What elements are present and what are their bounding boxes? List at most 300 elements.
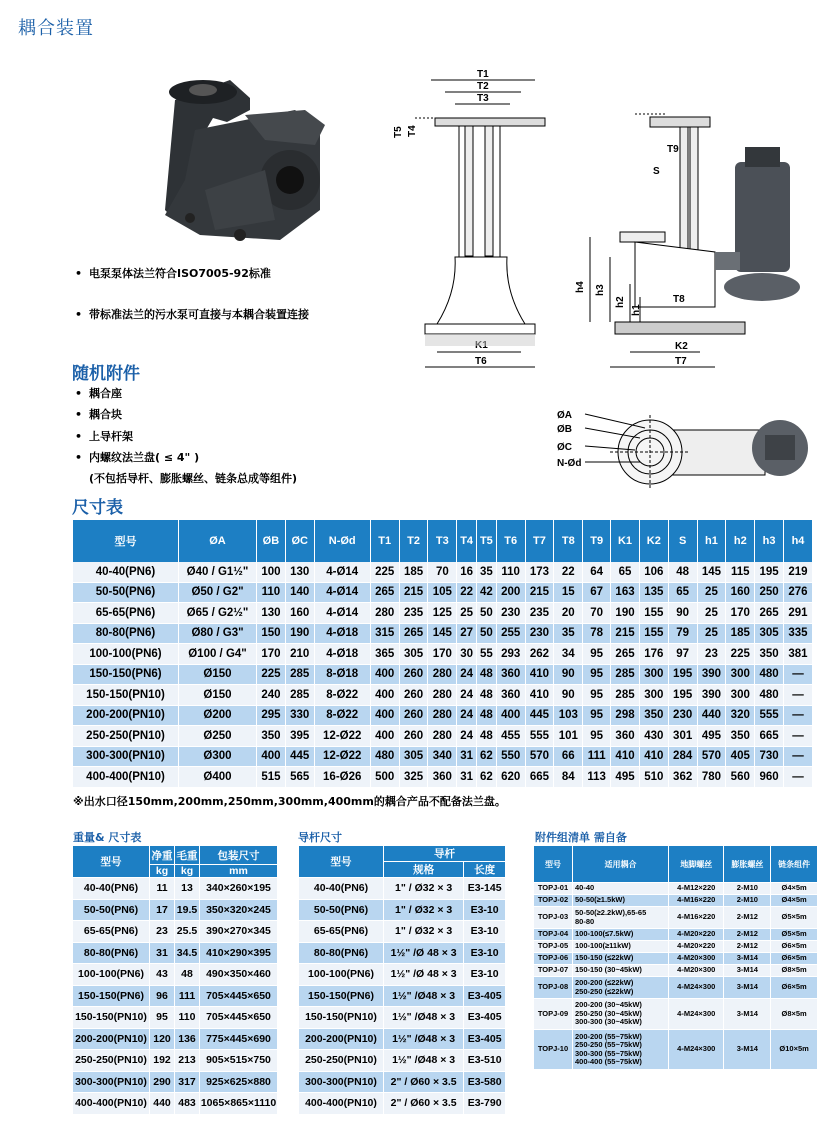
dimension-header-cell: T5 xyxy=(477,520,497,562)
value-cell: 8-Ø22 xyxy=(314,705,370,726)
value-cell: 240 xyxy=(257,685,286,706)
acc-header-cell: 适用耦合 xyxy=(573,846,669,883)
dimension-header-cell: T3 xyxy=(428,520,457,562)
svg-text:T9: T9 xyxy=(667,144,679,155)
svg-text:h3: h3 xyxy=(595,284,606,296)
value-cell: 2-M10 xyxy=(724,883,771,895)
value-cell: 4-M24×300 xyxy=(669,1030,724,1070)
value-cell: 34.5 xyxy=(175,942,200,964)
flange-top-view xyxy=(555,400,825,500)
value-cell: 410 xyxy=(639,746,668,767)
table-row xyxy=(534,907,818,929)
value-cell: Ø4×5m xyxy=(771,895,818,907)
value-cell: 195 xyxy=(755,562,784,582)
value-cell: 90 xyxy=(554,685,583,706)
value-cell: 65 xyxy=(668,582,697,603)
model-cell: 150-150(PN6) xyxy=(73,985,150,1007)
value-cell: 150-150 (≤22kW) xyxy=(573,953,669,965)
value-cell: 400 xyxy=(370,726,399,747)
table-row xyxy=(73,985,278,1007)
model-cell: 200-200(PN10) xyxy=(299,1028,384,1050)
value-cell: 170 xyxy=(428,644,457,665)
value-cell: 4-Ø14 xyxy=(314,562,370,582)
value-cell: 255 xyxy=(496,623,525,644)
value-cell: 515 xyxy=(257,767,286,788)
value-cell: 4-Ø14 xyxy=(314,603,370,624)
value-cell: 2" / Ø60 × 3.5 xyxy=(384,1093,464,1115)
table-row xyxy=(73,726,813,747)
value-cell: 64 xyxy=(583,562,611,582)
value-cell: 23 xyxy=(697,644,726,665)
value-cell: 295 xyxy=(257,705,286,726)
value-cell: 35 xyxy=(554,623,583,644)
value-cell: 325 xyxy=(399,767,428,788)
model-cell: TOPJ-05 xyxy=(534,941,573,953)
value-cell: 62 xyxy=(477,746,497,767)
value-cell: E3-405 xyxy=(464,985,506,1007)
value-cell: 24 xyxy=(457,685,477,706)
table-row xyxy=(534,895,818,907)
value-cell: 20 xyxy=(554,603,583,624)
value-cell: 360 xyxy=(496,664,525,685)
table-row xyxy=(73,1028,278,1050)
value-cell: 140 xyxy=(285,582,314,603)
value-cell: 400 xyxy=(370,664,399,685)
value-cell: 365 xyxy=(370,644,399,665)
value-cell: 42 xyxy=(477,582,497,603)
value-cell: 480 xyxy=(755,664,784,685)
value-cell: 62 xyxy=(477,767,497,788)
value-cell: 215 xyxy=(399,582,428,603)
value-cell: 160 xyxy=(726,582,755,603)
table-row xyxy=(534,965,818,977)
value-cell: 381 xyxy=(783,644,812,665)
value-cell: 3-M14 xyxy=(724,999,771,1030)
value-cell: 480 xyxy=(755,685,784,706)
value-cell: 95 xyxy=(583,685,611,706)
value-cell: 455 xyxy=(496,726,525,747)
value-cell: 335 xyxy=(783,623,812,644)
value-cell: 150 xyxy=(257,623,286,644)
dimension-diagram xyxy=(395,62,825,392)
model-cell: 40-40(PN6) xyxy=(73,562,179,582)
model-cell: 80-80(PN6) xyxy=(73,942,150,964)
value-cell: 620 xyxy=(496,767,525,788)
value-cell: 130 xyxy=(257,603,286,624)
value-cell: 317 xyxy=(175,1071,200,1093)
model-cell: 300-300(PN10) xyxy=(73,1071,150,1093)
value-cell: 90 xyxy=(554,664,583,685)
value-cell: 555 xyxy=(525,726,554,747)
svg-text:K2: K2 xyxy=(675,341,688,352)
value-cell: 300 xyxy=(726,664,755,685)
model-cell: TOPJ-08 xyxy=(534,977,573,999)
value-cell: Ø6×5m xyxy=(771,977,818,999)
value-cell: 215 xyxy=(525,582,554,603)
table-row xyxy=(73,644,813,665)
value-cell: 390×270×345 xyxy=(200,921,278,943)
dimension-table xyxy=(73,520,813,788)
value-cell: 350 xyxy=(257,726,286,747)
dimension-header-cell: T4 xyxy=(457,520,477,562)
value-cell: 1½" /Ø48 × 3 xyxy=(384,1050,464,1072)
table-row xyxy=(73,603,813,624)
table-row xyxy=(73,899,278,921)
table-row xyxy=(534,999,818,1030)
model-cell: 400-400(PN10) xyxy=(73,1093,150,1115)
table-row xyxy=(73,921,278,943)
dimension-header-cell: ØC xyxy=(285,520,314,562)
value-cell: 13 xyxy=(175,878,200,900)
value-cell: 31 xyxy=(457,746,477,767)
value-cell: 16-Ø26 xyxy=(314,767,370,788)
value-cell: 111 xyxy=(175,985,200,1007)
value-cell: 340×260×195 xyxy=(200,878,278,900)
value-cell: 280 xyxy=(428,664,457,685)
table-row xyxy=(299,899,506,921)
weight-unit: kg xyxy=(175,865,200,878)
value-cell: 4-M24×300 xyxy=(669,977,724,999)
value-cell: 350 xyxy=(755,644,784,665)
value-cell: 97 xyxy=(668,644,697,665)
model-cell: 200-200(PN10) xyxy=(73,1028,150,1050)
value-cell: 4-M20×300 xyxy=(669,965,724,977)
value-cell: 315 xyxy=(370,623,399,644)
value-cell: 79 xyxy=(668,623,697,644)
model-cell: 100-100(PN6) xyxy=(299,964,384,986)
value-cell: 160 xyxy=(285,603,314,624)
value-cell: 293 xyxy=(496,644,525,665)
weight-unit: kg xyxy=(150,865,175,878)
value-cell: 48 xyxy=(175,964,200,986)
value-cell: 15 xyxy=(554,582,583,603)
value-cell: 665 xyxy=(525,767,554,788)
feature-item: • 带标准法兰的污水泵可直接与本耦合装置连接 xyxy=(75,308,309,321)
model-cell: TOPJ-03 xyxy=(534,907,573,929)
value-cell: 110 xyxy=(175,1007,200,1029)
model-cell: 200-200(PN10) xyxy=(73,705,179,726)
guide-header-model: 型号 xyxy=(299,846,384,878)
value-cell: 163 xyxy=(611,582,640,603)
table-row xyxy=(299,1028,506,1050)
value-cell: 35 xyxy=(477,562,497,582)
value-cell: Ø40 / G1½" xyxy=(179,562,257,582)
model-cell: 65-65(PN6) xyxy=(73,603,179,624)
guide-table-title: 导杆尺寸 xyxy=(298,831,342,844)
value-cell: 48 xyxy=(477,705,497,726)
value-cell: 12-Ø22 xyxy=(314,746,370,767)
value-cell: 213 xyxy=(175,1050,200,1072)
value-cell: 170 xyxy=(726,603,755,624)
value-cell: 225 xyxy=(726,644,755,665)
value-cell: 495 xyxy=(697,726,726,747)
value-cell: Ø50 / G2" xyxy=(179,582,257,603)
value-cell: 276 xyxy=(783,582,812,603)
value-cell: 3-M14 xyxy=(724,953,771,965)
accessory-item: • 内螺纹法兰盘( ≤ 4" ) xyxy=(75,451,200,464)
acc-table-title: 附件组清单 需自备 xyxy=(535,831,627,844)
value-cell: 400 xyxy=(496,705,525,726)
model-cell: 300-300(PN10) xyxy=(299,1071,384,1093)
value-cell: E3-405 xyxy=(464,1007,506,1029)
value-cell: 3-M14 xyxy=(724,977,771,999)
table-row xyxy=(299,1050,506,1072)
dimension-header-cell: h1 xyxy=(697,520,726,562)
value-cell: 225 xyxy=(370,562,399,582)
value-cell: 225 xyxy=(257,664,286,685)
value-cell: E3-10 xyxy=(464,964,506,986)
value-cell: Ø5×5m xyxy=(771,907,818,929)
value-cell: 24 xyxy=(457,726,477,747)
value-cell: Ø150 xyxy=(179,685,257,706)
table-row xyxy=(73,685,813,706)
value-cell: 300 xyxy=(639,664,668,685)
value-cell: 190 xyxy=(611,603,640,624)
dimension-header-cell: N-Ød xyxy=(314,520,370,562)
dimension-header-cell: h4 xyxy=(783,520,812,562)
value-cell: 265 xyxy=(611,644,640,665)
dimension-header-cell: h3 xyxy=(755,520,784,562)
table-row xyxy=(73,1007,278,1029)
value-cell: 25.5 xyxy=(175,921,200,943)
value-cell: 96 xyxy=(150,985,175,1007)
value-cell: Ø5×5m xyxy=(771,929,818,941)
value-cell: 360 xyxy=(611,726,640,747)
value-cell: 8-Ø18 xyxy=(314,664,370,685)
table-row xyxy=(299,985,506,1007)
svg-text:h1: h1 xyxy=(631,304,642,316)
value-cell: 78 xyxy=(583,623,611,644)
table-row xyxy=(534,1030,818,1070)
value-cell: 560 xyxy=(726,767,755,788)
value-cell: 25 xyxy=(697,582,726,603)
value-cell: 780 xyxy=(697,767,726,788)
model-cell: TOPJ-10 xyxy=(534,1030,573,1070)
value-cell: 265 xyxy=(755,603,784,624)
dimension-table-header xyxy=(73,520,813,562)
value-cell: 170 xyxy=(257,644,286,665)
value-cell: 25 xyxy=(697,603,726,624)
value-cell: 565 xyxy=(285,767,314,788)
value-cell: 25 xyxy=(697,623,726,644)
model-cell: 400-400(PN10) xyxy=(73,767,179,788)
value-cell: 16 xyxy=(457,562,477,582)
value-cell: 350×320×245 xyxy=(200,899,278,921)
value-cell: — xyxy=(783,767,812,788)
value-cell: 176 xyxy=(639,644,668,665)
table-row xyxy=(299,1071,506,1093)
value-cell: 400 xyxy=(370,685,399,706)
value-cell: 150-150 (30~45kW) xyxy=(573,965,669,977)
value-cell: 50-50(≥2.2kW),65-65 80-80 xyxy=(573,907,669,929)
value-cell: 31 xyxy=(150,942,175,964)
value-cell: 2-M12 xyxy=(724,907,771,929)
value-cell: 111 xyxy=(583,746,611,767)
value-cell: 305 xyxy=(755,623,784,644)
value-cell: 510 xyxy=(639,767,668,788)
value-cell: 570 xyxy=(697,746,726,767)
acc-header-cell: 膨胀螺丝 xyxy=(724,846,771,883)
value-cell: 1" / Ø32 × 3 xyxy=(384,878,464,900)
value-cell: 4-M24×300 xyxy=(669,999,724,1030)
dimension-header-cell: T9 xyxy=(583,520,611,562)
weight-table xyxy=(72,845,278,1115)
value-cell: Ø10×5m xyxy=(771,1030,818,1070)
value-cell: 66 xyxy=(554,746,583,767)
value-cell: 4-Ø18 xyxy=(314,623,370,644)
value-cell: 155 xyxy=(639,623,668,644)
value-cell: 200 xyxy=(496,582,525,603)
value-cell: 2-M12 xyxy=(724,929,771,941)
svg-text:T1: T1 xyxy=(477,69,489,80)
accessory-item: • 耦合座 xyxy=(75,387,122,400)
acc-header-cell: 型号 xyxy=(534,846,573,883)
value-cell: 110 xyxy=(257,582,286,603)
table-row xyxy=(73,1050,278,1072)
table-row xyxy=(299,1007,506,1029)
value-cell: 280 xyxy=(428,705,457,726)
value-cell: 120 xyxy=(150,1028,175,1050)
dimension-header-cell: 型号 xyxy=(73,520,179,562)
model-cell: 250-250(PN10) xyxy=(73,726,179,747)
value-cell: E3-580 xyxy=(464,1071,506,1093)
value-cell: Ø8×5m xyxy=(771,999,818,1030)
value-cell: 155 xyxy=(639,603,668,624)
value-cell: 4-Ø14 xyxy=(314,582,370,603)
value-cell: 495 xyxy=(611,767,640,788)
value-cell: 1" / Ø32 × 3 xyxy=(384,921,464,943)
value-cell: 4-M12×220 xyxy=(669,883,724,895)
value-cell: 95 xyxy=(583,664,611,685)
accessories-title: 随机附件 xyxy=(72,364,140,384)
dimension-header-cell: T8 xyxy=(554,520,583,562)
feature-item: • 电泵泵体法兰符合ISO7005-92标准 xyxy=(75,267,271,280)
table-row xyxy=(73,623,813,644)
value-cell: 3-M14 xyxy=(724,965,771,977)
value-cell: 320 xyxy=(726,705,755,726)
value-cell: 95 xyxy=(150,1007,175,1029)
value-cell: 350 xyxy=(726,726,755,747)
value-cell: 285 xyxy=(285,664,314,685)
value-cell: 440 xyxy=(697,705,726,726)
table-row xyxy=(73,1093,278,1115)
value-cell: 430 xyxy=(639,726,668,747)
value-cell: 210 xyxy=(285,644,314,665)
svg-text:T7: T7 xyxy=(675,356,687,367)
value-cell: 115 xyxy=(726,562,755,582)
value-cell: 285 xyxy=(611,664,640,685)
value-cell: 3-M14 xyxy=(724,1030,771,1070)
model-cell: TOPJ-06 xyxy=(534,953,573,965)
table-row xyxy=(73,964,278,986)
weight-header-model: 型号 xyxy=(73,846,150,878)
value-cell: 400 xyxy=(370,705,399,726)
value-cell: 50 xyxy=(477,603,497,624)
value-cell: 4-Ø18 xyxy=(314,644,370,665)
value-cell: 27 xyxy=(457,623,477,644)
value-cell: 130 xyxy=(285,562,314,582)
table-row xyxy=(534,977,818,999)
value-cell: 48 xyxy=(477,685,497,706)
model-cell: 80-80(PN6) xyxy=(73,623,179,644)
value-cell: 1" / Ø32 × 3 xyxy=(384,899,464,921)
value-cell: 550 xyxy=(496,746,525,767)
value-cell: 490×350×460 xyxy=(200,964,278,986)
value-cell: 200-200 (≤22kW) 250-250 (≤22kW) xyxy=(573,977,669,999)
acc-header-cell: 链条组件 xyxy=(771,846,818,883)
value-cell: 135 xyxy=(639,582,668,603)
value-cell: 1½" /Ø48 × 3 xyxy=(384,1007,464,1029)
value-cell: 4-M20×220 xyxy=(669,929,724,941)
value-cell: 113 xyxy=(583,767,611,788)
svg-text:T3: T3 xyxy=(477,93,489,104)
value-cell: 390 xyxy=(697,664,726,685)
value-cell: 555 xyxy=(755,705,784,726)
svg-text:S: S xyxy=(653,166,660,177)
value-cell: 103 xyxy=(554,705,583,726)
value-cell: 440 xyxy=(150,1093,175,1115)
table-row xyxy=(299,1093,506,1115)
table-row xyxy=(534,953,818,965)
svg-text:ØB: ØB xyxy=(557,424,572,435)
value-cell: 23 xyxy=(150,921,175,943)
value-cell: 48 xyxy=(477,726,497,747)
model-cell: 400-400(PN10) xyxy=(299,1093,384,1115)
value-cell: 101 xyxy=(554,726,583,747)
value-cell: Ø65 / G2½" xyxy=(179,603,257,624)
value-cell: 665 xyxy=(755,726,784,747)
value-cell: 360 xyxy=(496,685,525,706)
value-cell: 705×445×650 xyxy=(200,1007,278,1029)
value-cell: 12-Ø22 xyxy=(314,726,370,747)
weight-unit: mm xyxy=(200,865,278,878)
value-cell: 4-M20×300 xyxy=(669,953,724,965)
model-cell: 150-150(PN10) xyxy=(73,685,179,706)
value-cell: 265 xyxy=(399,623,428,644)
value-cell: 500 xyxy=(370,767,399,788)
value-cell: 390 xyxy=(697,685,726,706)
dimension-header-cell: T1 xyxy=(370,520,399,562)
model-cell: 250-250(PN10) xyxy=(299,1050,384,1072)
value-cell: Ø400 xyxy=(179,767,257,788)
value-cell: 1½" /Ø48 × 3 xyxy=(384,985,464,1007)
value-cell: 570 xyxy=(525,746,554,767)
value-cell: 260 xyxy=(399,664,428,685)
value-cell: E3-510 xyxy=(464,1050,506,1072)
value-cell: 1½" /Ø48 × 3 xyxy=(384,1028,464,1050)
acc-header-cell: 地脚螺丝 xyxy=(669,846,724,883)
value-cell: 410 xyxy=(525,685,554,706)
value-cell: 100-100(≥11kW) xyxy=(573,941,669,953)
value-cell: 280 xyxy=(370,603,399,624)
dimension-header-cell: ØB xyxy=(257,520,286,562)
value-cell: 1½" /Ø 48 × 3 xyxy=(384,964,464,986)
svg-text:ØC: ØC xyxy=(557,442,572,453)
value-cell: Ø250 xyxy=(179,726,257,747)
value-cell: 290 xyxy=(150,1071,175,1093)
value-cell: 4-M16×220 xyxy=(669,895,724,907)
model-cell: 150-150(PN6) xyxy=(299,985,384,1007)
table-row xyxy=(299,964,506,986)
value-cell: 480 xyxy=(370,746,399,767)
dimension-header-cell: T6 xyxy=(496,520,525,562)
value-cell: 4-M16×220 xyxy=(669,907,724,929)
dimension-header-cell: ØA xyxy=(179,520,257,562)
model-cell: TOPJ-07 xyxy=(534,965,573,977)
table-row xyxy=(534,883,818,895)
value-cell: 235 xyxy=(399,603,428,624)
value-cell: 19.5 xyxy=(175,899,200,921)
